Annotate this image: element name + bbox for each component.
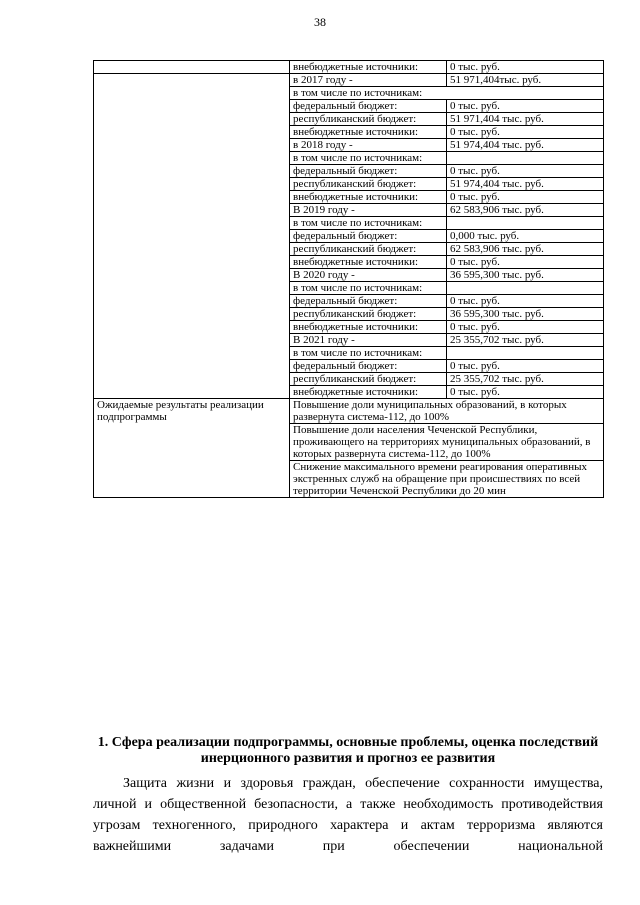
budget-value: 62 583,906 тыс. руб.	[447, 204, 604, 217]
expected-result-item: Повышение доли населения Чеченской Республики, проживающего на территориях муниципальных образований, в которых развернута система-112, до 100%	[290, 424, 604, 461]
row-header-empty	[94, 74, 290, 399]
budget-value: 0 тыс. руб.	[447, 386, 604, 399]
budget-table-body	[94, 61, 604, 498]
row-header-empty	[94, 61, 290, 74]
page-number: 38	[314, 15, 326, 29]
budget-label: в том числе по источникам:	[290, 87, 604, 100]
budget-label: В 2020 году -	[290, 269, 447, 282]
budget-value: 51 971,404 тыс. руб.	[447, 113, 604, 126]
budget-value	[447, 152, 604, 165]
expected-results-label: Ожидаемые результаты реализации подпрограммы	[94, 399, 290, 498]
budget-label: в 2018 году -	[290, 139, 447, 152]
budget-value: 62 583,906 тыс. руб.	[447, 243, 604, 256]
budget-value: 36 595,300 тыс. руб.	[447, 308, 604, 321]
budget-label: федеральный бюджет:	[290, 360, 447, 373]
budget-label: внебюджетные источники:	[290, 256, 447, 269]
budget-label: республиканский бюджет:	[290, 178, 447, 191]
budget-value	[447, 217, 604, 230]
budget-row	[94, 74, 604, 87]
expected-results-row	[94, 399, 604, 424]
budget-value: 0 тыс. руб.	[447, 100, 604, 113]
budget-value: 36 595,300 тыс. руб.	[447, 269, 604, 282]
budget-label: в том числе по источникам:	[290, 152, 447, 165]
budget-value: 0 тыс. руб.	[447, 165, 604, 178]
budget-label: В 2021 году -	[290, 334, 447, 347]
budget-label: внебюджетные источники:	[290, 191, 447, 204]
paragraph-text: Защита жизни и здоровья граждан, обеспечение сохранности имущества, личной и общественной безопасности, а также необходимость противодействия угрозам техногенного, природного характера и актам терроризма являются важнейшими задачами при обеспечении национальной	[93, 776, 603, 854]
budget-label: республиканский бюджет:	[290, 243, 447, 256]
budget-label: республиканский бюджет:	[290, 308, 447, 321]
budget-label: в том числе по источникам:	[290, 347, 447, 360]
budget-value: 51 974,404 тыс. руб.	[447, 178, 604, 191]
body-paragraph	[93, 773, 603, 857]
budget-value: 25 355,702 тыс. руб.	[447, 334, 604, 347]
expected-result-item: Повышение доли муниципальных образований, в которых развернута система-112, до 100%	[290, 399, 604, 424]
budget-label: в том числе по источникам:	[290, 217, 447, 230]
budget-value: 0 тыс. руб.	[447, 191, 604, 204]
budget-value: 0 тыс. руб.	[447, 256, 604, 269]
budget-label: республиканский бюджет:	[290, 373, 447, 386]
budget-value: 25 355,702 тыс. руб.	[447, 373, 604, 386]
budget-label: федеральный бюджет:	[290, 165, 447, 178]
budget-label: В 2019 году -	[290, 204, 447, 217]
section-heading: 1. Сфера реализации подпрограммы, основные проблемы, оценка последствий инерционного развития и прогноз ее развития	[97, 735, 599, 766]
budget-value: 0,000 тыс. руб.	[447, 230, 604, 243]
budget-value	[447, 347, 604, 360]
budget-value: 51 971,404тыс. руб.	[447, 74, 604, 87]
budget-table	[93, 60, 604, 498]
budget-label: в том числе по источникам:	[290, 282, 447, 295]
budget-label: федеральный бюджет:	[290, 295, 447, 308]
budget-value	[447, 282, 604, 295]
budget-label: внебюджетные источники:	[290, 386, 447, 399]
budget-value: 0 тыс. руб.	[447, 321, 604, 334]
budget-value: 0 тыс. руб.	[447, 126, 604, 139]
budget-label: республиканский бюджет:	[290, 113, 447, 126]
budget-value: 0 тыс. руб.	[447, 360, 604, 373]
budget-value: 51 974,404 тыс. руб.	[447, 139, 604, 152]
budget-label: внебюджетные источники:	[290, 321, 447, 334]
budget-label: федеральный бюджет:	[290, 230, 447, 243]
budget-value: 0 тыс. руб.	[447, 295, 604, 308]
budget-label: внебюджетные источники:	[290, 61, 447, 74]
budget-label: федеральный бюджет:	[290, 100, 447, 113]
budget-row	[94, 61, 604, 74]
budget-label: внебюджетные источники:	[290, 126, 447, 139]
expected-result-item: Снижение максимального времени реагирования оперативных экстренных служб на обращение при происшествиях по всей территории Чеченской Республики до 20 мин	[290, 461, 604, 498]
budget-label: в 2017 году -	[290, 74, 447, 87]
budget-value: 0 тыс. руб.	[447, 61, 604, 74]
